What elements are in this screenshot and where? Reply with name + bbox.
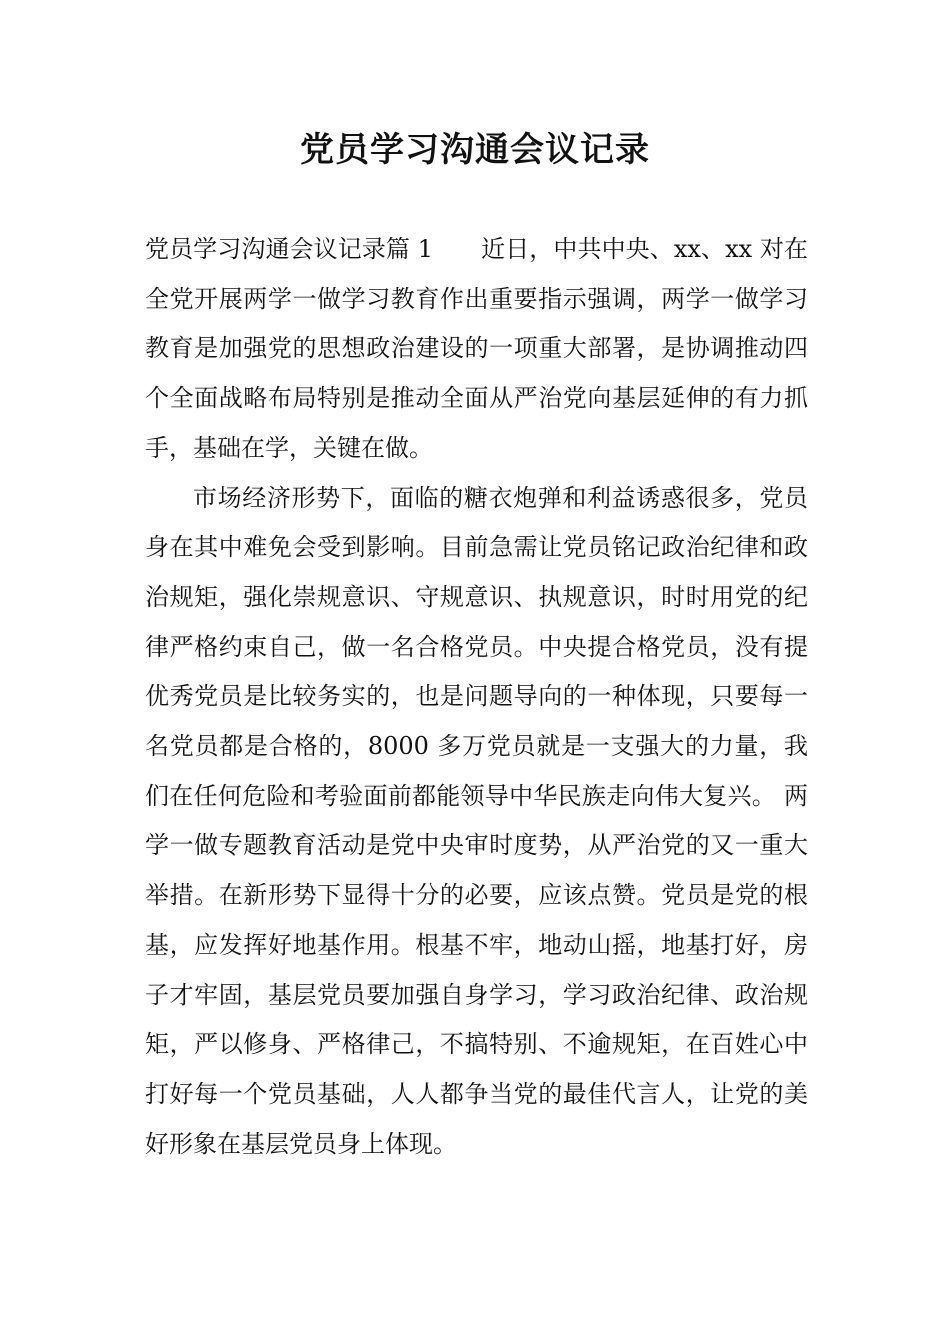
paragraph-1: [145, 225, 808, 474]
document-body: [145, 225, 808, 1169]
paragraph-1-text: 近日，中共中央、xx、xx 对在全党开展两学一做学习教育作出重要指示强调，两学一做学习教育是加强党的思想政治建设的一项重大部署，是协调推动四个全面战略布局特别是推动全面从严治党向基层延伸的有力抓手，基础在学，关键在做。: [145, 235, 808, 462]
paragraph-2: 市场经济形势下，面临的糖衣炮弹和利益诱惑很多，党员身在其中难免会受到影响。目前急需让党员铭记政治纪律和政治规矩，强化崇规意识、守规意识、执规意识，时时用党的纪律严格约束自己，做一名合格党员。中央提合格党员，没有提优秀党员是比较务实的，也是问题导向的一种体现，只要每一名党员都是合格的，8000 多万党员就是一支强大的力量，我们在任何危险和考验面前都能领导中华民族走向伟大复兴。 两学一做专题教育活动是党中央审时度势，从严治党的又一重大举措。在新形势下显得十分的必要，应该点赞。党员是党的根基，应发挥好地基作用。根基不牢，地动山摇，地基打好，房子才牢固，基层党员要加强自身学习，学习政治纪律、政治规矩，严以修身、严格律己，不搞特别、不逾规矩，在百姓心中打好每一个党员基础，人人都争当党的最佳代言人，让党的美好形象在基层党员身上体现。: [145, 483, 808, 1158]
document-title: 党员学习沟通会议记录: [300, 130, 650, 170]
paragraph-1-lead: 党员学习沟通会议记录篇 1: [145, 235, 434, 263]
